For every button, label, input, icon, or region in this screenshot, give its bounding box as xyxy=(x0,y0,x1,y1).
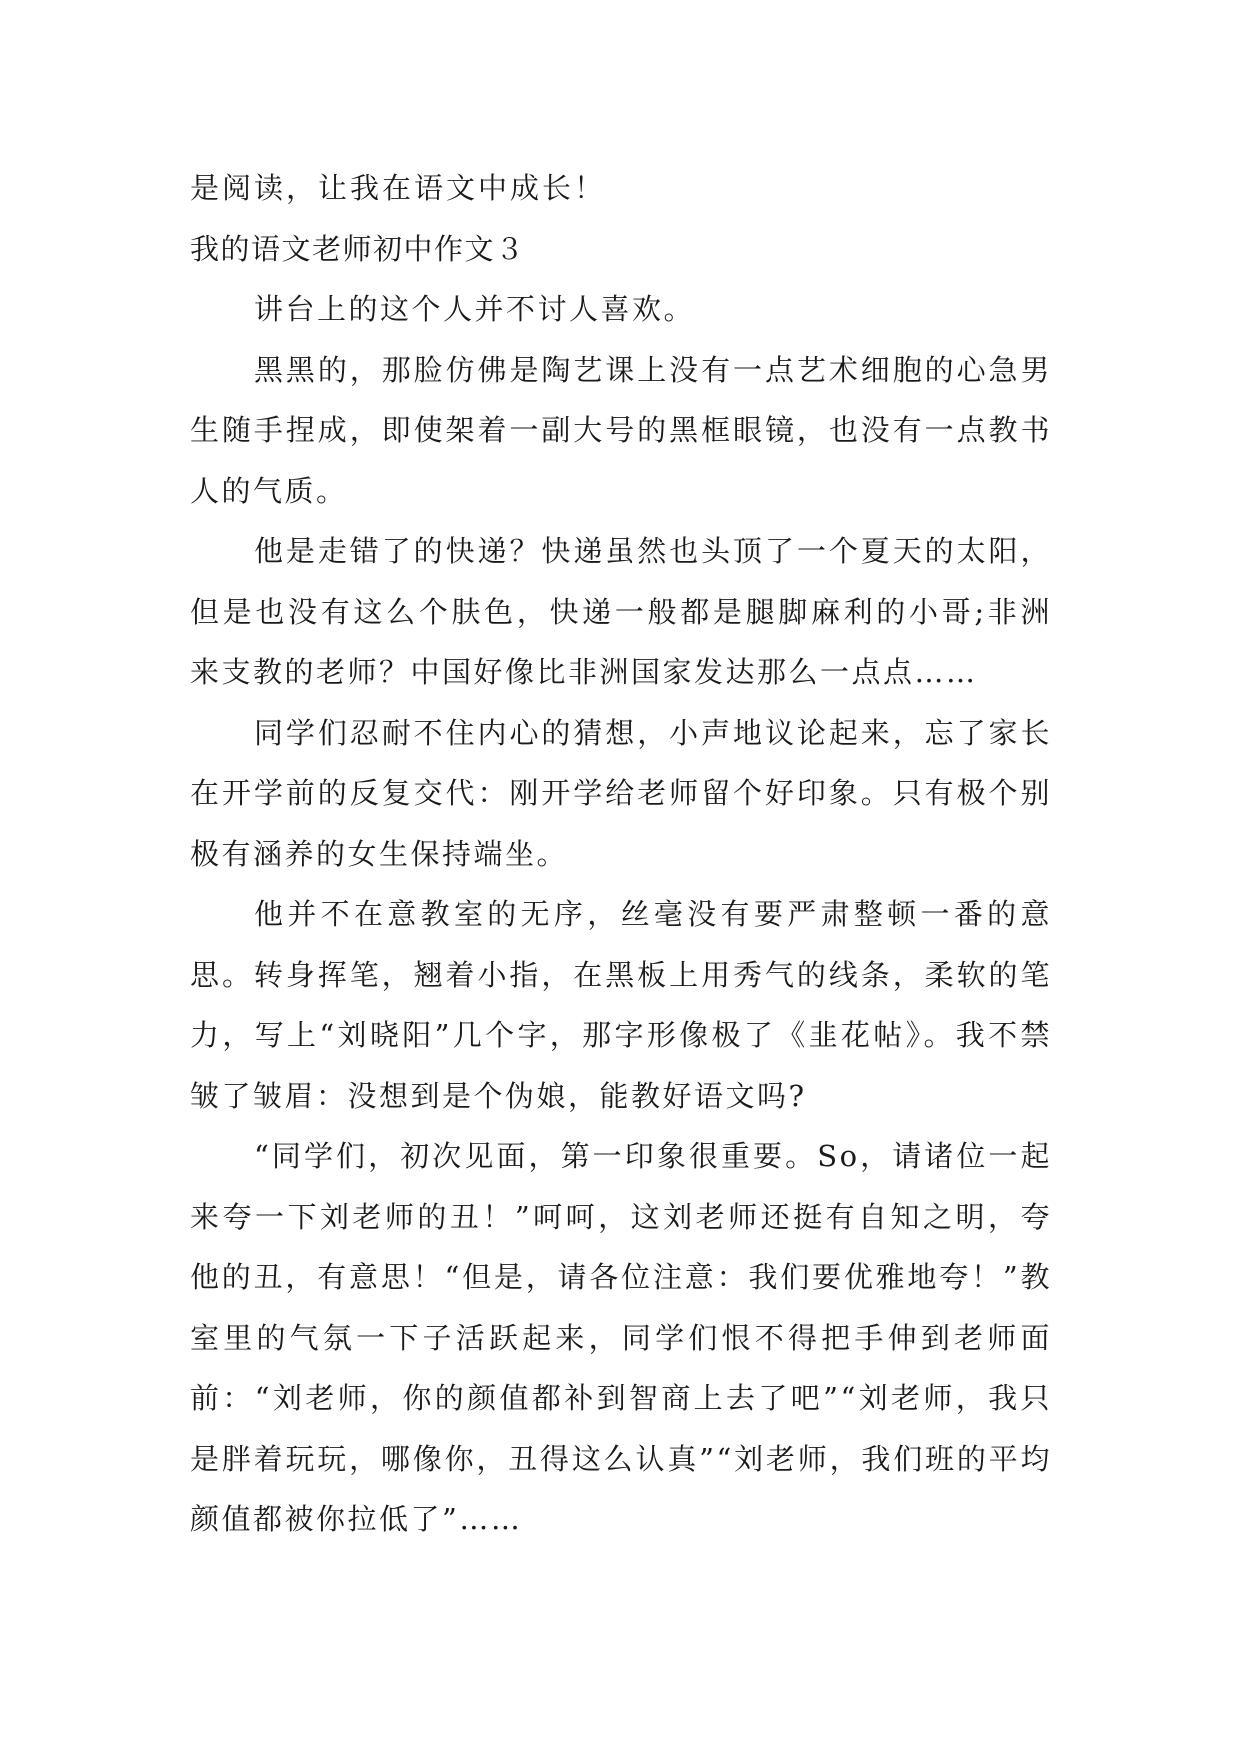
document-body xyxy=(190,158,1052,1550)
paragraph-6: “同学们，初次见面，第一印象很重要。So，请诸位一起来夸一下刘老师的丑！”呵呵，这刘老师还挺有自知之明，夸他的丑，有意思！“但是，请各位注意：我们要优雅地夸！”教室里的气氛一下子活跃起来，同学们恨不得把手伸到老师面前：“刘老师，你的颜值都补到智商上去了吧”“刘老师，我只是胖着玩玩，哪像你，丑得这么认真”“刘老师，我们班的平均颜值都被你拉低了”…… xyxy=(190,1139,1052,1536)
continuation-line: 是阅读，让我在语文中成长！ xyxy=(190,171,607,205)
paragraph-5: 他并不在意教室的无序，丝毫没有要严肃整顿一番的意思。转身挥笔，翘着小指，在黑板上用秀气的线条，柔软的笔力，写上“刘晓阳”几个字，那字形像极了《韭花帖》。我不禁皱了皱眉：没想到是个伪娘，能教好语文吗? xyxy=(190,897,1052,1113)
paragraph-2: 黑黑的，那脸仿佛是陶艺课上没有一点艺术细胞的心急男生随手捏成，即使架着一副大号的黑框眼镜，也没有一点教书人的气质。 xyxy=(190,352,1052,508)
paragraph-1: 讲台上的这个人并不讨人喜欢。 xyxy=(254,292,696,326)
section-title: 我的语文老师初中作文３ xyxy=(190,231,526,266)
paragraph-3: 他是走错了的快递？快递虽然也头顶了一个夏天的太阳，但是也没有这么个肤色，快递一般都是腿脚麻利的小哥;非洲来支教的老师？中国好像比非洲国家发达那么一点点…… xyxy=(190,534,1052,689)
paragraph-4: 同学们忍耐不住内心的猜想，小声地议论起来，忘了家长在开学前的反复交代：刚开学给老师留个好印象。只有极个别极有涵养的女生保持端坐。 xyxy=(190,715,1052,871)
